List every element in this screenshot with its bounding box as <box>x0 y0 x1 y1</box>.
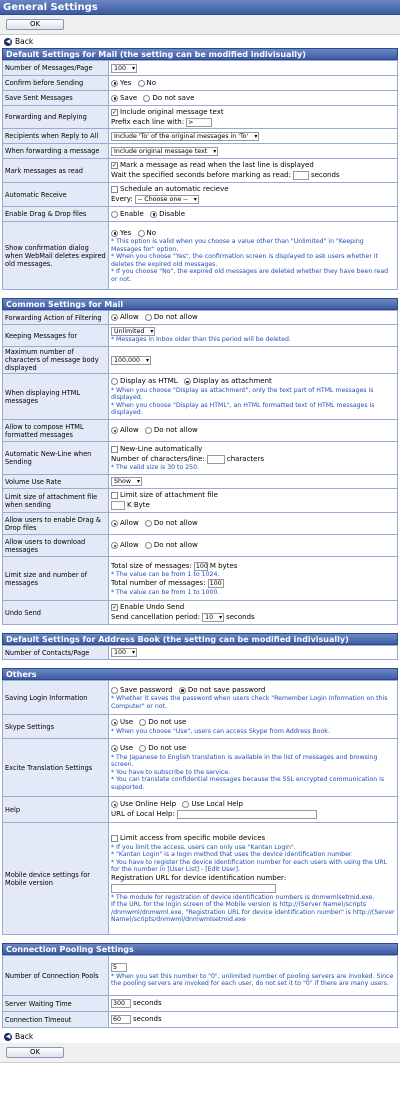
online-help-radio[interactable] <box>111 801 118 808</box>
note: * The module for registration of device identification numbers is dnmwmlsetmid.exe. <box>111 893 375 901</box>
back-label: Back <box>15 37 34 46</box>
unit-label: seconds <box>310 171 340 179</box>
radio-label: Allow <box>120 426 139 434</box>
field-label: URL of Local Help: <box>111 810 175 818</box>
row-label: Help <box>3 797 109 823</box>
note: * If you choose "No", the expired old messages are deleted whether they have been read or not. <box>111 268 389 283</box>
attach-limit-checkbox[interactable] <box>111 492 118 499</box>
radio-label: Display as HTML <box>120 377 178 385</box>
note: * The value can be from 1 to 1024. <box>111 571 220 578</box>
row-label: Saving Login Information <box>3 681 109 715</box>
section-mail-defaults: Default Settings for Mail (the setting can be modified indivisually) <box>2 48 398 60</box>
include-original-checkbox[interactable]: ✓ <box>112 108 118 116</box>
row-label: Allow users to download messages <box>3 535 109 557</box>
undo-send-checkbox[interactable]: ✓ <box>112 604 118 611</box>
radio-label: Disable <box>159 209 186 218</box>
unit-label: seconds <box>133 999 162 1007</box>
mail-defaults-table <box>2 60 398 290</box>
field-label: Total number of messages: <box>111 579 206 587</box>
nosave-password-radio[interactable] <box>179 687 186 694</box>
row-label: Connection Timeout <box>3 1012 109 1028</box>
radio-label: Do not allow <box>153 519 198 527</box>
top-toolbar <box>0 15 400 35</box>
row-label: Volume Use Rate <box>3 475 109 489</box>
mobile-limit-checkbox[interactable] <box>111 835 118 842</box>
row-label: Keeping Messages for <box>3 325 109 347</box>
radio-label: No <box>146 78 157 87</box>
row-label: Limit size of attachment file when sending <box>3 489 109 513</box>
attach-size-input[interactable] <box>111 501 125 510</box>
filter-allow-radio[interactable] <box>111 314 118 321</box>
undo-period-select[interactable]: 10 ▾ <box>202 613 224 622</box>
note: * The value can be from 1 to 1000. <box>111 588 220 596</box>
checkbox-label: New-Line automatically <box>120 444 203 453</box>
keeping-select[interactable]: Unlimited ▾ <box>111 327 155 336</box>
note: * If you limit the access, users can only use "Kantan Login". <box>111 843 296 851</box>
max-chars-select[interactable]: 100,000 ▾ <box>111 356 151 365</box>
radio-label: Yes <box>120 78 132 87</box>
skype-use-radio[interactable] <box>111 719 118 726</box>
radio-label: Save password <box>120 685 173 694</box>
compose-deny-radio[interactable] <box>145 427 152 434</box>
connection-pool-table <box>2 955 398 1028</box>
every-label: Every: <box>111 195 133 203</box>
radio-label: Allow <box>120 519 139 527</box>
attach-display-radio[interactable] <box>184 378 191 385</box>
back-arrow-icon: ◀ <box>5 1032 11 1040</box>
excite-use-radio[interactable] <box>111 745 118 752</box>
html-display-radio[interactable] <box>111 378 118 385</box>
field-label: Total size of messages: <box>111 561 192 570</box>
section-connection-pool: Connection Pooling Settings <box>2 943 398 955</box>
radio-label: Do not use <box>148 744 187 753</box>
address-book-table <box>2 645 398 660</box>
field-label: Registration URL for device identification number: <box>111 874 287 882</box>
row-label: Skype Settings <box>3 715 109 739</box>
chars-per-line-input[interactable] <box>207 455 225 464</box>
radio-label: Do not save password <box>187 685 266 694</box>
row-label: Confirm before Sending <box>3 76 109 91</box>
row-label: When forwarding a message <box>3 144 109 159</box>
checkbox-label: Schedule an automatic recieve <box>120 185 229 193</box>
timeout-input[interactable]: 60 <box>111 1015 131 1024</box>
users-dd-deny-radio[interactable] <box>145 520 152 527</box>
nosave-sent-radio[interactable] <box>143 95 150 102</box>
local-help-radio[interactable] <box>182 801 189 808</box>
radio-label: Use Local Help <box>191 800 243 808</box>
confirm-no-radio[interactable] <box>138 80 145 87</box>
local-help-url-input[interactable] <box>177 810 317 819</box>
checkbox-label: Include original message text <box>120 107 224 116</box>
confirm-delete-no-radio[interactable] <box>138 230 145 237</box>
note: * Messages in Inbox older than this period will be deleted. <box>111 336 291 344</box>
note: * The Japanese to English translation is available in the list of messages and browsing screen. <box>111 753 378 769</box>
back-link-bottom[interactable] <box>0 1030 400 1043</box>
filter-deny-radio[interactable] <box>145 314 152 321</box>
save-sent-radio[interactable] <box>111 95 118 102</box>
users-dl-deny-radio[interactable] <box>145 542 152 549</box>
confirm-delete-yes-radio[interactable] <box>111 230 118 237</box>
row-label: Number of Connection Pools <box>3 956 109 996</box>
row-label: Allow users to enable Drag & Drop files <box>3 513 109 535</box>
note: * You have to register the device identification number for each users with using the URL for the number in [User List] - [Edit User]. <box>111 858 388 873</box>
section-address-book: Default Settings for Address Book (the setting can be modified indivisually) <box>2 633 398 645</box>
checkbox-label: Enable Undo Send <box>120 603 185 611</box>
section-common-mail: Common Settings for Mail <box>2 298 398 310</box>
bottom-toolbar <box>0 1043 400 1063</box>
row-label: Automatic Receive <box>3 183 109 207</box>
row-label: When displaying HTML messages <box>3 374 109 420</box>
others-table <box>2 680 398 935</box>
messages-per-page-select[interactable]: 100 ▾ <box>111 64 137 73</box>
checkbox-label: Limit size of attachment file <box>120 491 218 499</box>
unit-label: M bytes <box>209 561 238 570</box>
reply-all-select[interactable]: Include 'To' of the original messages in 'To' ▾ <box>111 132 259 141</box>
save-password-radio[interactable] <box>111 687 118 694</box>
prefix-input[interactable]: > <box>186 118 212 127</box>
radio-label: Allow <box>120 313 139 321</box>
row-label: Number of Messages/Page <box>3 61 109 76</box>
mark-read-checkbox[interactable]: ✓ <box>112 162 118 169</box>
unit-label: seconds <box>133 1015 162 1023</box>
total-num-input[interactable]: 100 <box>209 580 222 587</box>
note: * You can translate confidential messages because the SSL encrypted communication is supported. <box>111 776 385 791</box>
note: If the URL for the login screen of the Mobile version is http://(Server Name)/scripts /dnmwml/dnmwml.exe, "Registration URL for device identification number" is http://(Server Name)/scripts/dnmwml/dnmwmlsetmid.exe <box>111 901 395 923</box>
note: * When you choose "Display as attachment", only the text part of HTML messages is displayed. <box>111 386 374 401</box>
note: * This option is valid when you choose a value other than "Unlimited" in "Keeping Messages for" option. <box>111 238 364 253</box>
radio-label: Do not allow <box>153 313 198 321</box>
unit-label: K Byte <box>127 501 150 509</box>
registration-url-input[interactable] <box>111 884 276 893</box>
compose-allow-radio[interactable] <box>111 427 118 434</box>
prefix-label: Prefix each line with: <box>111 117 185 126</box>
row-label: Undo Send <box>3 601 109 625</box>
common-mail-table <box>2 310 398 625</box>
confirm-yes-radio[interactable] <box>111 80 118 87</box>
back-arrow-icon: ◀ <box>5 37 11 45</box>
note: * When you choose "Use", users can access Skype from Address Book. <box>111 727 330 735</box>
contacts-per-page-select[interactable]: 100 ▾ <box>111 648 137 657</box>
note: * The valid size is 30 to 250. <box>111 464 199 472</box>
radio-label: Yes <box>120 228 132 237</box>
volume-select[interactable]: Show ▾ <box>111 477 142 486</box>
row-label: Save Sent Messages <box>3 91 109 106</box>
note: * When you choose "Yes", the confirmation screen is displayed to ask users whether it deletes the expired old messages. <box>111 253 378 268</box>
row-label: Server Waiting Time <box>3 996 109 1012</box>
checkbox-label: Mark a message as read when the last line is displayed <box>120 161 314 169</box>
radio-label: Enable <box>120 209 144 218</box>
row-label: Forwarding and Replying <box>3 106 109 129</box>
unit-label: characters <box>226 454 265 463</box>
note: * "Kantan Login" is a login method that uses the device identification number. <box>111 851 353 858</box>
radio-label: Do not use <box>148 718 187 727</box>
excite-nouse-radio[interactable] <box>139 745 146 752</box>
users-dd-allow-radio[interactable] <box>111 520 118 527</box>
note: * Whether it saves the password when users check "Remember Login Information on this Computer" or not. <box>111 695 388 710</box>
field-label: Send cancellation period: <box>111 613 201 621</box>
unit-label: seconds <box>226 613 255 621</box>
radio-label: Do not allow <box>153 426 198 434</box>
radio-label: Allow <box>120 541 139 549</box>
radio-label: Use Online Help <box>120 800 177 808</box>
row-label: Allow to compose HTML formatted messages <box>3 420 109 442</box>
radio-label: Use <box>120 718 134 727</box>
row-label: Recipients when Reply to All <box>3 129 109 144</box>
dd-disable-radio[interactable] <box>150 211 157 218</box>
radio-label: No <box>146 228 157 237</box>
note: * When you choose "Display as HTML", an HTML formatted text of HTML messages is displayed. <box>111 401 375 416</box>
dd-enable-radio[interactable] <box>111 211 118 218</box>
row-label: Show confirmation dialog when WebMail deletes expired old messages. <box>3 222 109 290</box>
radio-label: Do not allow <box>153 541 198 549</box>
row-label: Excite Translation Settings <box>3 739 109 797</box>
radio-label: Display as attachment <box>192 377 272 385</box>
ok-button-bottom[interactable]: OK <box>6 1047 64 1058</box>
total-size-input[interactable]: 100 <box>195 562 208 570</box>
receive-interval-select[interactable]: -- Choose one -- ▾ <box>135 195 199 204</box>
row-label: Limit size and number of messages <box>3 557 109 601</box>
radio-label: Do not save <box>152 93 195 102</box>
ok-button-top[interactable]: OK <box>6 19 64 30</box>
page-title: General Settings <box>0 0 400 15</box>
row-label: Maximum number of characters of message body displayed <box>3 347 109 374</box>
wait-seconds-input[interactable] <box>293 171 309 180</box>
row-label: Automatic New-Line when Sending <box>3 442 109 475</box>
field-label: Number of characters/line: <box>111 454 205 463</box>
row-label: Enable Drag & Drop files <box>3 207 109 222</box>
pool-count-input[interactable]: 5 <box>111 963 127 972</box>
row-label: Forwarding Action of Filtering <box>3 311 109 325</box>
row-label: Number of Contacts/Page <box>3 646 109 660</box>
back-link-top[interactable] <box>0 35 400 48</box>
section-others: Others <box>2 668 398 680</box>
skype-nouse-radio[interactable] <box>139 719 146 726</box>
row-label: Mobile device settings for Mobile version <box>3 823 109 935</box>
note: * You have to subscribe to the service. <box>111 768 231 776</box>
row-label: Mark messages as read <box>3 159 109 183</box>
forward-mode-select[interactable]: Include original message text ▾ <box>111 147 218 156</box>
radio-label: Save <box>120 93 138 102</box>
newline-checkbox[interactable] <box>111 446 118 453</box>
checkbox-label: Limit access from specific mobile devices <box>120 834 266 842</box>
back-label: Back <box>15 1032 34 1041</box>
wait-label: Wait the specified seconds before marking as read: <box>111 171 291 179</box>
note: * When you set this number to "0", unlimited number of pooling servers are invoked. Since the pooling servers are invoked for each user, do not set it to "0" if there are many users. <box>111 972 394 988</box>
radio-label: Use <box>120 744 134 753</box>
users-dl-allow-radio[interactable] <box>111 542 118 549</box>
waiting-time-input[interactable]: 300 <box>111 999 131 1008</box>
auto-receive-checkbox[interactable] <box>111 186 118 193</box>
